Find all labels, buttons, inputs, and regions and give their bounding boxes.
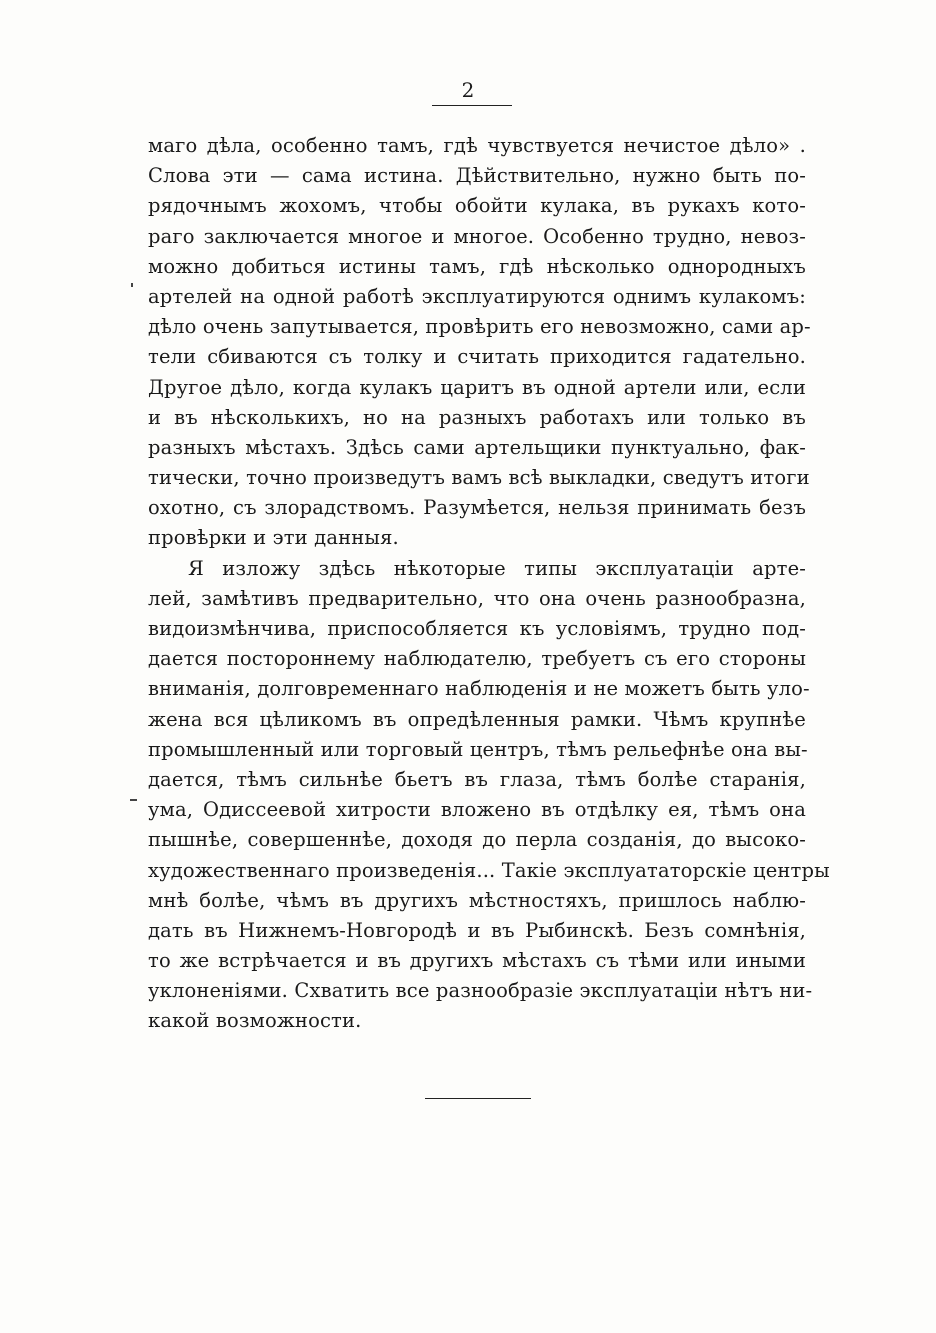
text-line: тически, точно произведутъ вамъ всѣ выкладки, сведутъ итоги (148, 466, 810, 490)
text-line: провѣрки и эти данныя. (148, 526, 399, 550)
section-end-rule (425, 1098, 531, 1099)
text-line: дать въ Нижнемъ-Новгородѣ и въ Рыбинскѣ. Безъ сомнѣнія, (148, 918, 806, 942)
text-line: рядочнымъ жохомъ, чтобы обойти кулака, въ рукахъ кото- (148, 194, 806, 218)
text-line: артелей на одной работѣ эксплуатируются однимъ кулакомъ: (148, 284, 806, 308)
text-line: вниманія, долговременнаго наблюденія и не можетъ быть уло- (148, 677, 810, 701)
text-line: ума, Одиссеевой хитрости вложено въ отдѣлку ея, тѣмъ она (148, 798, 806, 822)
page-number: 2 (461, 78, 475, 102)
text-line: тели сбиваются съ толку и считать приходится гадательно. (148, 345, 806, 369)
text-line: охотно, съ злорадствомъ. Разумѣется, нельзя принимать безъ (148, 496, 806, 520)
text-line: промышленный или торговый центръ, тѣмъ рельефнѣе она вы- (148, 737, 808, 761)
margin-speck (130, 799, 137, 801)
text-line: мнѣ болѣе, чѣмъ въ другихъ мѣстностяхъ, пришлось наблю- (148, 888, 806, 912)
paragraph (148, 131, 811, 554)
text-line: раго заключается многое и многое. Особенно трудно, невоз- (148, 224, 806, 248)
text-line: жена вся цѣликомъ въ опредѣленныя рамки. Чѣмъ крупнѣе (148, 707, 806, 731)
text-line: видоизмѣнчива, приспособляется къ условіямъ, трудно под- (148, 617, 806, 640)
text-line: можно добиться истины тамъ, гдѣ нѣсколько однородныхъ (148, 254, 806, 278)
page-number-rule (432, 105, 512, 106)
text-line: пышнѣе, совершеннѣе, доходя до перла созданія, до высоко- (148, 828, 806, 852)
text-line: Другое дѣло, когда кулакъ царитъ въ одной артели или, если (148, 375, 806, 399)
text-line: Слова эти — сама истина. Дѣйствительно, нужно быть по- (148, 164, 806, 188)
body-text (148, 131, 830, 1037)
text-line: Я изложу здѣсь нѣкоторые типы эксплуатаціи арте- (188, 556, 806, 580)
paragraph (148, 554, 830, 1037)
text-line: дѣло очень запутывается, провѣрить его невозможно, сами ар- (148, 315, 811, 339)
text-line: дается, тѣмъ сильнѣе бьетъ въ глаза, тѣмъ болѣе старанія, (148, 767, 806, 791)
text-line: маго дѣла, особенно тамъ, гдѣ чувствуется нечистое дѣло» . (148, 134, 806, 157)
text-line: разныхъ мѣстахъ. Здѣсь сами артельщики пунктуально, фак- (148, 435, 806, 459)
text-line: дается постороннему наблюдателю, требуетъ съ его стороны (148, 647, 806, 671)
text-line: уклоненіями. Схватить все разнообразіе эксплуатаціи нѣтъ ни- (148, 979, 813, 1003)
text-line: и въ нѣсколькихъ, но на разныхъ работахъ или только въ (148, 405, 806, 429)
text-line: лей, замѣтивъ предварительно, что она очень разнообразна, (148, 586, 806, 610)
text-line: художественнаго произведенія... Такіе эксплуататорскіе центры (148, 858, 830, 882)
text-line: какой возможности. (148, 1009, 362, 1033)
text-line: то же встрѣчается и въ другихъ мѣстахъ съ тѣми или иными (148, 949, 806, 973)
margin-speck (131, 283, 133, 287)
